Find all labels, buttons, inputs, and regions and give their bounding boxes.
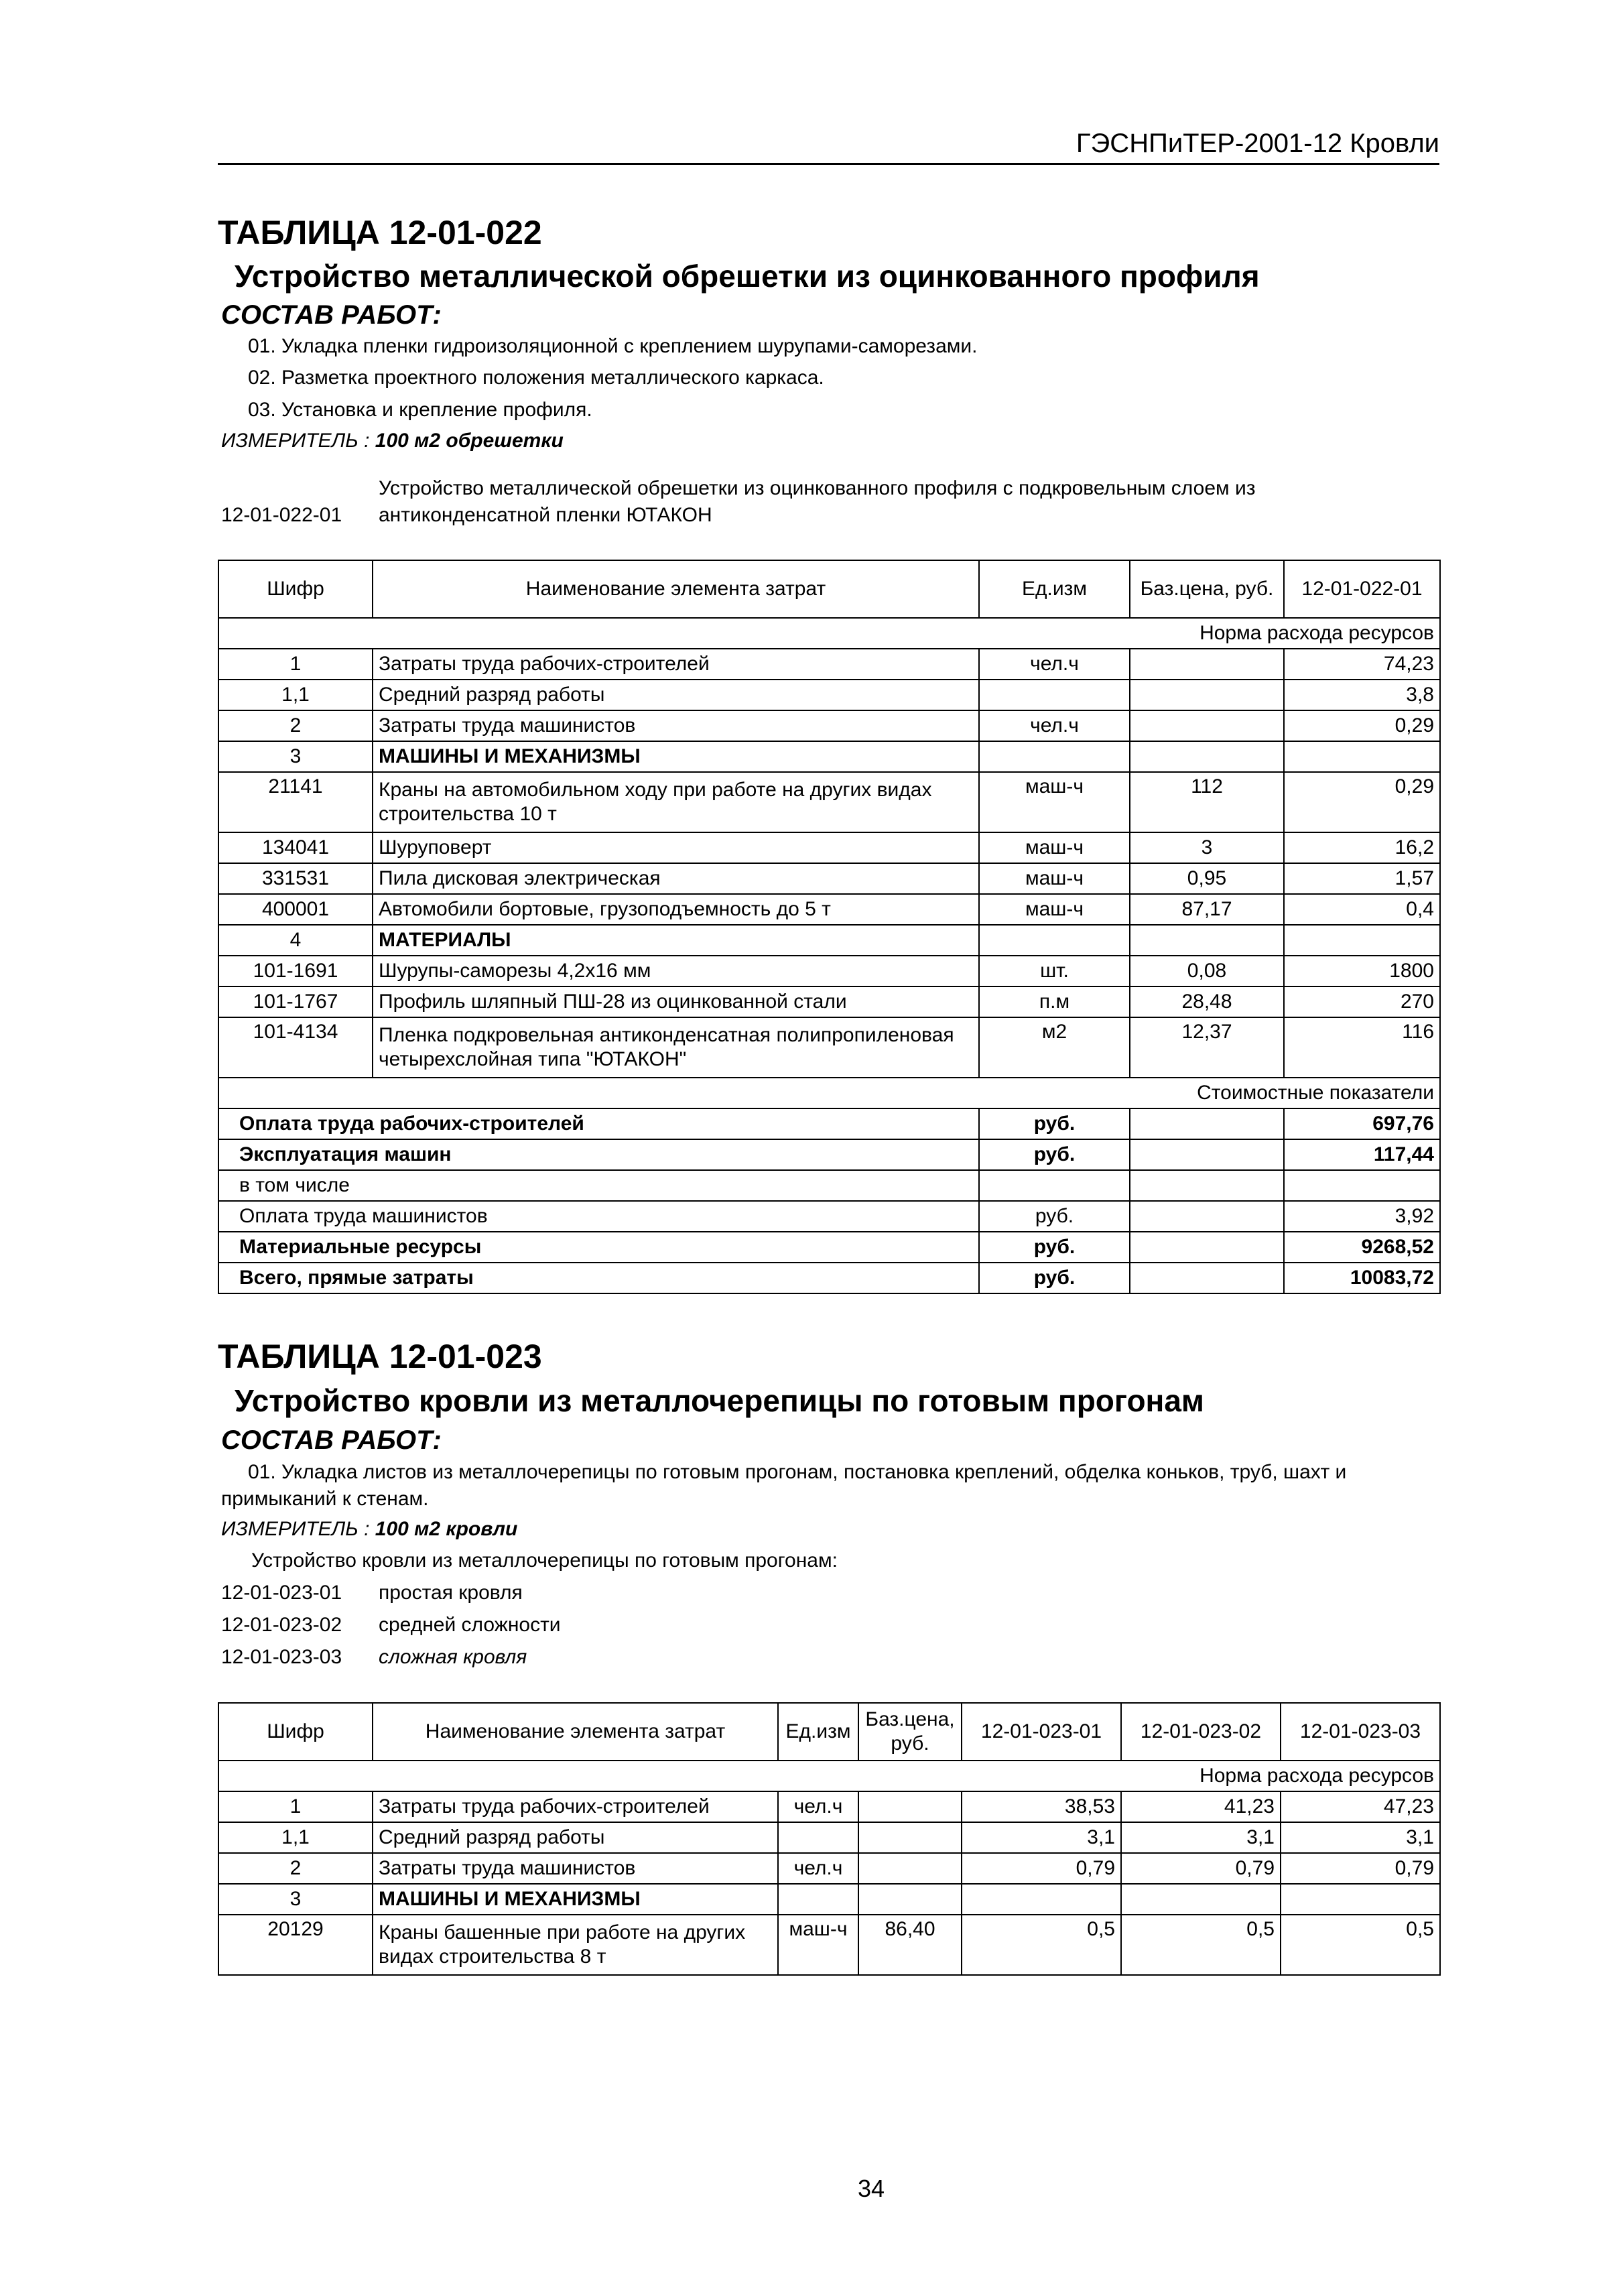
table1-header-code: Шифр — [218, 560, 373, 618]
table2-intro: Устройство кровли из металлочерепицы по готовым прогонам: — [251, 1549, 838, 1572]
table1-norm-row — [218, 618, 1440, 649]
row-unit: чел.ч — [979, 710, 1130, 741]
cost-unit: руб. — [979, 1232, 1130, 1263]
row-value: 0,29 — [1284, 710, 1440, 741]
cost-unit: руб. — [979, 1108, 1130, 1139]
cost-row — [218, 1263, 1440, 1293]
row-code: 101-1767 — [218, 986, 373, 1017]
table2-code-2: 12-01-023-02 — [221, 1614, 342, 1636]
table-row — [218, 680, 1440, 710]
cost-name: в том числе — [218, 1170, 979, 1201]
cost-price — [1130, 1232, 1284, 1263]
table-row — [218, 710, 1440, 741]
row-price — [1130, 649, 1284, 680]
cost-unit: руб. — [979, 1139, 1130, 1170]
row-value-3: 3,1 — [1281, 1822, 1440, 1853]
table2-title: ТАБЛИЦА 12-01-023 — [218, 1338, 542, 1375]
table1-meter-label: ИЗМЕРИТЕЛЬ : — [221, 430, 370, 452]
cost-price — [1130, 1170, 1284, 1201]
cost-name: Эксплуатация машин — [218, 1139, 979, 1170]
row-unit: маш-ч — [979, 863, 1130, 894]
row-value-1: 0,5 — [962, 1915, 1121, 1975]
table1-header-name: Наименование элемента затрат — [373, 560, 979, 618]
row-unit — [979, 925, 1130, 956]
row-code: 3 — [218, 741, 373, 772]
table2-norm-label: Норма расхода ресурсов — [218, 1761, 1440, 1791]
table1-norm-label: Норма расхода ресурсов — [218, 618, 1440, 649]
table2-meter-value: 100 м2 кровли — [375, 1518, 518, 1540]
row-unit — [778, 1822, 858, 1853]
row-name: Средний разряд работы — [373, 680, 979, 710]
row-value: 116 — [1284, 1017, 1440, 1078]
row-price — [858, 1853, 962, 1884]
table1-code-desc-2: антиконденсатной пленки ЮТАКОН — [379, 504, 712, 526]
row-price — [1130, 710, 1284, 741]
row-unit: чел.ч — [778, 1791, 858, 1822]
row-unit — [979, 741, 1130, 772]
table2-work-heading: СОСТАВ РАБОТ: — [221, 1425, 442, 1455]
row-price — [1130, 925, 1284, 956]
table1-meter — [221, 430, 564, 452]
row-value-1 — [962, 1884, 1121, 1915]
row-value-1: 0,79 — [962, 1853, 1121, 1884]
row-price — [1130, 741, 1284, 772]
row-price — [858, 1822, 962, 1853]
cost-value — [1284, 1170, 1440, 1201]
table2-code-3-desc: сложная кровля — [379, 1646, 527, 1668]
row-code: 3 — [218, 1884, 373, 1915]
row-value-3 — [1281, 1884, 1440, 1915]
row-price: 0,95 — [1130, 863, 1284, 894]
row-name: Затраты труда машинистов — [373, 1853, 778, 1884]
cost-price — [1130, 1139, 1284, 1170]
table-row — [218, 1822, 1440, 1853]
row-value: 1,57 — [1284, 863, 1440, 894]
row-price — [858, 1791, 962, 1822]
row-price: 86,40 — [858, 1915, 962, 1975]
cost-price — [1130, 1201, 1284, 1232]
row-value: 0,29 — [1284, 772, 1440, 832]
table1-header-unit: Ед.изм — [979, 560, 1130, 618]
table2-code-2-desc: средней сложности — [379, 1614, 561, 1636]
row-name: Затраты труда машинистов — [373, 710, 979, 741]
row-name: Шурупы-саморезы 4,2х16 мм — [373, 956, 979, 986]
table1-grid — [218, 560, 1441, 1294]
page-number: 34 — [858, 2175, 885, 2202]
table2-meter — [221, 1518, 517, 1541]
cost-unit — [979, 1170, 1130, 1201]
row-price: 0,08 — [1130, 956, 1284, 986]
row-code: 101-4134 — [218, 1017, 373, 1078]
row-value: 16,2 — [1284, 832, 1440, 863]
table1-title: ТАБЛИЦА 12-01-022 — [218, 214, 542, 251]
table-row — [218, 956, 1440, 986]
table2-work-line2: примыканий к стенам. — [221, 1488, 429, 1510]
row-value-1: 38,53 — [962, 1791, 1121, 1822]
row-code: 134041 — [218, 832, 373, 863]
table-row — [218, 1915, 1440, 1975]
row-unit: маш-ч — [979, 894, 1130, 925]
table1-code-desc-1: Устройство металлической обрешетки из оцинкованного профиля с подкровельным слоем из — [379, 477, 1256, 499]
row-unit: м2 — [979, 1017, 1130, 1078]
row-value: 74,23 — [1284, 649, 1440, 680]
row-code: 1,1 — [218, 1822, 373, 1853]
row-name: Затраты труда рабочих-строителей — [373, 649, 979, 680]
table2-header-code: Шифр — [218, 1703, 373, 1761]
row-unit — [778, 1884, 858, 1915]
row-price — [1130, 680, 1284, 710]
row-price: 112 — [1130, 772, 1284, 832]
cost-unit: руб. — [979, 1263, 1130, 1293]
cost-price — [1130, 1108, 1284, 1139]
cost-value: 117,44 — [1284, 1139, 1440, 1170]
table-row — [218, 894, 1440, 925]
row-value-3: 47,23 — [1281, 1791, 1440, 1822]
row-code: 2 — [218, 1853, 373, 1884]
cost-row — [218, 1170, 1440, 1201]
row-code: 1 — [218, 649, 373, 680]
cost-value: 697,76 — [1284, 1108, 1440, 1139]
table-row — [218, 863, 1440, 894]
cost-name: Оплата труда машинистов — [218, 1201, 979, 1232]
table-row — [218, 1791, 1440, 1822]
table-row — [218, 832, 1440, 863]
cost-value: 10083,72 — [1284, 1263, 1440, 1293]
row-unit: шт. — [979, 956, 1130, 986]
row-value: 270 — [1284, 986, 1440, 1017]
table2-subtitle: Устройство кровли из металлочерепицы по готовым прогонам — [235, 1383, 1204, 1418]
row-price: 12,37 — [1130, 1017, 1284, 1078]
row-code: 101-1691 — [218, 956, 373, 986]
row-code: 331531 — [218, 863, 373, 894]
row-name: МАТЕРИАЛЫ — [373, 925, 979, 956]
cost-price — [1130, 1263, 1284, 1293]
row-unit: маш-ч — [979, 772, 1130, 832]
cost-unit: руб. — [979, 1201, 1130, 1232]
row-name: Автомобили бортовые, грузоподъемность до 5 т — [373, 894, 979, 925]
cost-row — [218, 1201, 1440, 1232]
row-value — [1284, 925, 1440, 956]
table1-cost-label: Стоимостные показатели — [218, 1078, 1440, 1108]
table1-meter-value: 100 м2 обрешетки — [375, 430, 564, 452]
table2-header-name: Наименование элемента затрат — [373, 1703, 778, 1761]
row-unit: чел.ч — [778, 1853, 858, 1884]
row-unit: маш-ч — [979, 832, 1130, 863]
row-unit: маш-ч — [778, 1915, 858, 1975]
running-head: ГЭСНПиТЕР-2001-12 Кровли — [1076, 129, 1439, 158]
row-value-3: 0,5 — [1281, 1915, 1440, 1975]
table-row — [218, 986, 1440, 1017]
row-price — [858, 1884, 962, 1915]
row-price: 28,48 — [1130, 986, 1284, 1017]
row-value-2: 41,23 — [1121, 1791, 1281, 1822]
row-name: Краны на автомобильном ходу при работе на других видах строительства 10 т — [373, 772, 979, 832]
row-value — [1284, 741, 1440, 772]
row-unit: чел.ч — [979, 649, 1130, 680]
row-name: МАШИНЫ И МЕХАНИЗМЫ — [373, 1884, 778, 1915]
row-value-3: 0,79 — [1281, 1853, 1440, 1884]
row-value-2: 3,1 — [1121, 1822, 1281, 1853]
table1-work-1: 01. Укладка пленки гидроизоляционной с креплением шурупами-саморезами. — [248, 335, 978, 357]
row-value-1: 3,1 — [962, 1822, 1121, 1853]
table2-header-unit: Ед.изм — [778, 1703, 858, 1761]
row-price: 87,17 — [1130, 894, 1284, 925]
table2-code-3: 12-01-023-03 — [221, 1646, 342, 1668]
table-row — [218, 1884, 1440, 1915]
row-value: 0,4 — [1284, 894, 1440, 925]
cost-value: 3,92 — [1284, 1201, 1440, 1232]
table1-work-3: 03. Установка и крепление профиля. — [248, 399, 592, 421]
row-value-2 — [1121, 1884, 1281, 1915]
table2-meter-label: ИЗМЕРИТЕЛЬ : — [221, 1518, 370, 1540]
cost-name: Материальные ресурсы — [218, 1232, 979, 1263]
row-unit — [979, 680, 1130, 710]
row-code: 2 — [218, 710, 373, 741]
row-name: Краны башенные при работе на других видах строительства 8 т — [373, 1915, 778, 1975]
table2-header-row — [218, 1703, 1440, 1761]
table-row — [218, 772, 1440, 832]
cost-row — [218, 1139, 1440, 1170]
table2-header-value-2: 12-01-023-02 — [1121, 1703, 1281, 1761]
table1-code: 12-01-022-01 — [221, 504, 342, 526]
table2-header-value-1: 12-01-023-01 — [962, 1703, 1121, 1761]
table-row — [218, 1017, 1440, 1078]
row-name: Средний разряд работы — [373, 1822, 778, 1853]
cost-row — [218, 1232, 1440, 1263]
table1-subtitle: Устройство металлической обрешетки из оцинкованного профиля — [235, 259, 1260, 294]
table1-header-row — [218, 560, 1440, 618]
table-row — [218, 649, 1440, 680]
row-value-2: 0,5 — [1121, 1915, 1281, 1975]
table-row — [218, 925, 1440, 956]
row-code: 1,1 — [218, 680, 373, 710]
header-rule — [218, 163, 1439, 165]
row-value: 1800 — [1284, 956, 1440, 986]
table2-header-value-3: 12-01-023-03 — [1281, 1703, 1440, 1761]
row-name: Пила дисковая электрическая — [373, 863, 979, 894]
row-value-2: 0,79 — [1121, 1853, 1281, 1884]
table2-grid — [218, 1702, 1441, 1976]
row-price: 3 — [1130, 832, 1284, 863]
table2-work-line1: 01. Укладка листов из металлочерепицы по готовым прогонам, постановка креплений, обделка коньков, труб, шахт и — [248, 1461, 1347, 1483]
row-code: 4 — [218, 925, 373, 956]
row-name: МАШИНЫ И МЕХАНИЗМЫ — [373, 741, 979, 772]
row-name: Профиль шляпный ПШ-28 из оцинкованной стали — [373, 986, 979, 1017]
table1-cost-label-row — [218, 1078, 1440, 1108]
row-unit: п.м — [979, 986, 1130, 1017]
row-name: Пленка подкровельная антиконденсатная полипропиленовая четырехслойная типа "ЮТАКОН" — [373, 1017, 979, 1078]
table1-work-2: 02. Разметка проектного положения металлического каркаса. — [248, 367, 824, 389]
row-name: Затраты труда рабочих-строителей — [373, 1791, 778, 1822]
table1-header-value: 12-01-022-01 — [1284, 560, 1440, 618]
table1-header-price: Баз.цена, руб. — [1130, 560, 1284, 618]
row-code: 21141 — [218, 772, 373, 832]
row-value: 3,8 — [1284, 680, 1440, 710]
cost-value: 9268,52 — [1284, 1232, 1440, 1263]
row-code: 1 — [218, 1791, 373, 1822]
cost-name: Оплата труда рабочих-строителей — [218, 1108, 979, 1139]
table2-code-1-desc: простая кровля — [379, 1582, 523, 1604]
cost-name: Всего, прямые затраты — [218, 1263, 979, 1293]
table-row — [218, 1853, 1440, 1884]
table2-code-1: 12-01-023-01 — [221, 1582, 342, 1604]
row-name: Шуруповерт — [373, 832, 979, 863]
row-code: 400001 — [218, 894, 373, 925]
row-code: 20129 — [218, 1915, 373, 1975]
table-row — [218, 741, 1440, 772]
table2-header-price: Баз.цена, руб. — [858, 1703, 962, 1761]
cost-row — [218, 1108, 1440, 1139]
table2-norm-row — [218, 1761, 1440, 1791]
table1-work-heading: СОСТАВ РАБОТ: — [221, 300, 442, 330]
